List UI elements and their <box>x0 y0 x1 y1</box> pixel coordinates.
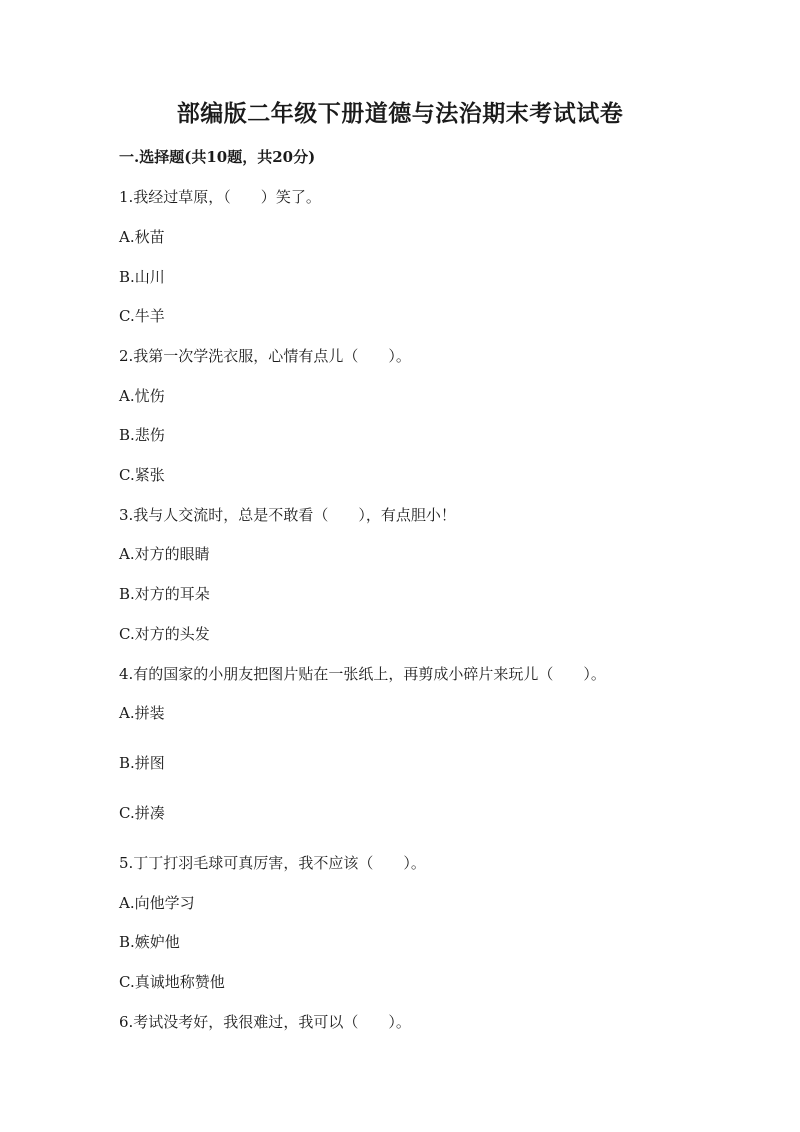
question-stem: 5.丁丁打羽毛球可真厉害，我不应该（ ）。 <box>119 854 426 872</box>
option-b: B.悲伤 <box>119 426 165 444</box>
question-stem: 4.有的国家的小朋友把图片贴在一张纸上，再剪成小碎片来玩儿（ ）。 <box>119 665 606 683</box>
option-b: B.山川 <box>119 268 165 286</box>
option-c: C.紧张 <box>119 466 165 484</box>
option-c: C.牛羊 <box>119 307 165 325</box>
option-b: B.对方的耳朵 <box>119 585 210 603</box>
question-stem: 6.考试没考好，我很难过，我可以（ ）。 <box>119 1013 411 1031</box>
option-a: A.忧伤 <box>119 387 165 405</box>
question-stem: 1.我经过草原，（ ）笑了。 <box>119 188 321 206</box>
question-stem: 3.我与人交流时，总是不敢看（ ），有点胆小！ <box>119 506 456 524</box>
option-c: C.拼凑 <box>119 804 165 822</box>
page-title: 部编版二年级下册道德与法治期末考试试卷 <box>176 100 624 127</box>
option-a: A.秋苗 <box>119 228 165 246</box>
question-stem: 2.我第一次学洗衣服，心情有点儿（ ）。 <box>119 347 411 365</box>
section-heading: 一.选择题(共10题，共20分) <box>119 148 316 166</box>
option-c: C.真诚地称赞他 <box>119 973 225 991</box>
option-b: B.拼图 <box>119 754 165 772</box>
option-a: A.对方的眼睛 <box>119 545 210 563</box>
option-a: A.向他学习 <box>119 894 195 912</box>
option-c: C.对方的头发 <box>119 625 210 643</box>
option-b: B.嫉妒他 <box>119 933 180 951</box>
option-a: A.拼装 <box>119 704 165 722</box>
